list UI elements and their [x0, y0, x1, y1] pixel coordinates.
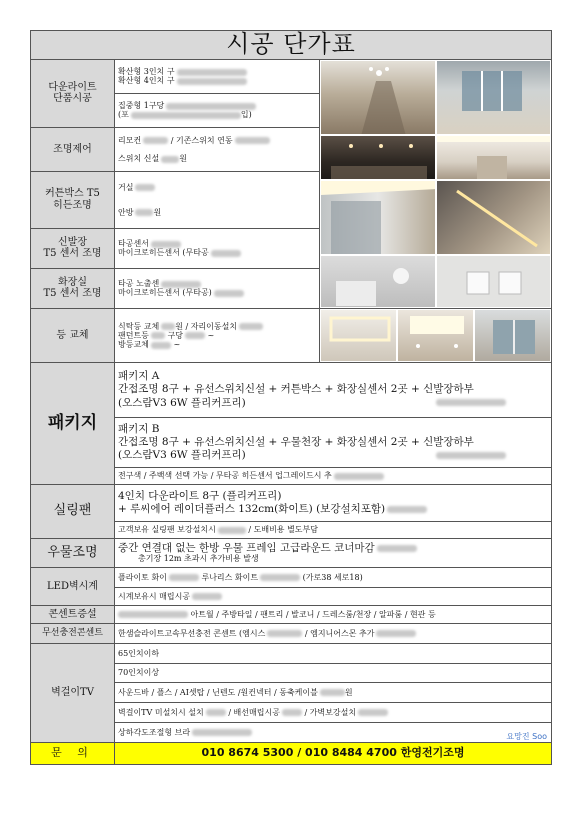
price-sheet	[30, 30, 551, 765]
led-clock-install: 시계보유시 매립시공	[115, 588, 552, 606]
fixture-swap-details: 식탁등 교체 원 / 자리이동설치 팬던트등 구당 ~ 방등교체 ~	[115, 309, 320, 363]
title-row	[31, 31, 552, 60]
category-fixture-swap: 등 교체	[31, 309, 115, 363]
wall-tv-65: 65인치이하	[115, 644, 552, 664]
well-lighting-details: 중간 연결대 없는 한방 우물 프레임 고급라운드 코너마감 총기장 12m 초과시 추가비용 발생	[115, 539, 552, 568]
page-title: 시공 단가표	[31, 31, 552, 60]
wall-switch-photo	[436, 255, 552, 308]
category-shoe-cabinet: 신발장 T5 센서 조명	[31, 228, 115, 268]
living-room-downlight-photo	[436, 60, 552, 135]
row-ceiling-fan	[31, 485, 552, 522]
hidden-light-photo	[436, 180, 552, 255]
outlet-details: 아트월 / 주방타일 / 팬트리 / 발코니 / 드레스룸/천장 / 알파룸 / 현관 등	[115, 606, 552, 624]
photo-grid-top	[320, 60, 552, 309]
row-well-lighting	[31, 539, 552, 568]
inquiry-label: 문 의	[31, 743, 115, 765]
price-table	[30, 30, 552, 765]
row-package-a	[31, 363, 552, 418]
category-led-clock: LED벽시계	[31, 568, 115, 606]
wall-tv-accessories: 사운드바 / 플스 / AI셋탑 / 닌텐도 /원컨넥터 / 동축케이블 원	[115, 683, 552, 703]
category-well-lighting: 우물조명	[31, 539, 115, 568]
led-clock-models: 플라이토 화이 루나리스 화이트 (가로38 세로18)	[115, 568, 552, 588]
category-lighting-control: 조명제어	[31, 127, 115, 171]
coffered-ceiling-photo	[397, 309, 474, 362]
category-ceiling-fan: 실링팬	[31, 485, 115, 539]
wall-tv-70: 70인치이상	[115, 664, 552, 683]
category-outlet: 콘센트증설	[31, 606, 115, 624]
shoe-cabinet-photo	[320, 255, 436, 308]
window-room-photo	[474, 309, 551, 362]
category-bathroom: 화장실 T5 센서 조명	[31, 268, 115, 308]
wall-tv-install: 벽걸이TV 미설치시 설치 / 배선매립시공 / 가벽보강설치	[115, 703, 552, 723]
photo-grid-bottom	[320, 309, 552, 363]
bright-room-ceiling-photo	[436, 135, 552, 180]
ceiling-fan-note: 고객보유 실링팬 보강설치시 / 도배비용 별도부담	[115, 522, 552, 539]
category-wall-tv: 벽걸이TV	[31, 644, 115, 743]
row-wall-tv-1	[31, 644, 552, 664]
category-downlight: 다운라이트 단품시공	[31, 60, 115, 128]
row-wireless-charger	[31, 624, 552, 644]
row-fixture-swap	[31, 309, 552, 363]
package-note: 전구색 / 주백색 선택 가능 / 무타공 히든센서 업그레이드시 추	[115, 468, 552, 485]
row-downlight-a	[31, 60, 552, 94]
package-a: 패키지 A 간접조명 8구 + 유선스위치신설 + 커튼박스 + 화장실센서 2곳 + 신발장하부 (오스람V3 6W 플리커프리)	[115, 363, 552, 418]
category-package: 패키지	[31, 363, 115, 485]
category-curtain-box: 커튼박스 T5 히든조명	[31, 172, 115, 229]
row-outlet	[31, 606, 552, 624]
package-b: 패키지 B 간접조명 8구 + 유선스위치신설 + 우물천장 + 화장실센서 2곳 + 신발장하부 (오스람V3 6W 플리커프리)	[115, 418, 552, 468]
row-led-clock-a	[31, 568, 552, 588]
wireless-charger-details: 한샘슬라이트고속무선충전 콘센트 (엠시스 / 엠지니어스몬 추가	[115, 624, 552, 644]
lighting-control-details: 리모컨 / 기존스위치 연동 스위치 신설 원	[115, 127, 320, 171]
inquiry-phones: 010 8674 5300 / 010 8484 4700 한영전기조명	[115, 743, 552, 765]
watermark-text: 요망진 Soo	[506, 731, 548, 741]
wall-tv-bracket: 상하각도조절형 브라 요망진 Soo	[115, 723, 552, 743]
ceiling-fan-details: 4인치 다운라이트 8구 (플리커프리) + 루씨에어 레이더플러스 132cm(화이트) (보강설치포함)	[115, 485, 552, 522]
recessed-ceiling-photo	[320, 309, 397, 362]
hallway-downlight-photo	[320, 60, 436, 135]
shoe-cabinet-details: 타공센서 마이크로히든센서 (무타공	[115, 228, 320, 268]
row-inquiry	[31, 743, 552, 765]
bathroom-details: 타공 노출센 마이크로히든센서 (무타공)	[115, 268, 320, 308]
curtain-box-photo	[320, 180, 436, 255]
dark-room-ceiling-photo	[320, 135, 436, 180]
downlight-details-bottom: 집중형 1구당 (포 입)	[115, 93, 320, 127]
curtain-box-details: 거실 안방 원	[115, 172, 320, 229]
category-wireless-charger: 무선충전콘센트	[31, 624, 115, 644]
downlight-details-top: 확산형 3인치 구 확산형 4인치 구	[115, 60, 320, 94]
